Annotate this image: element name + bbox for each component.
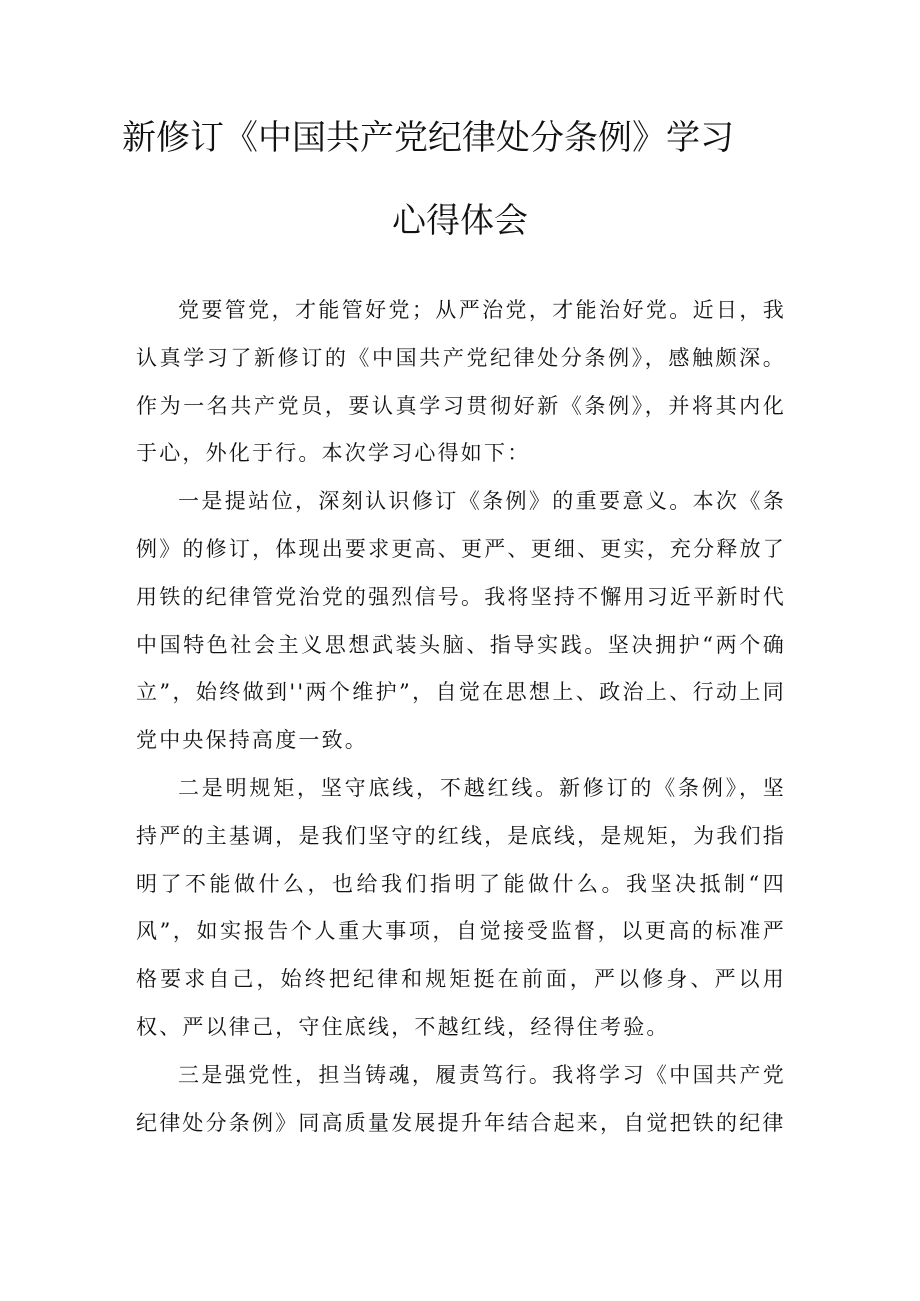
- document-body: [136, 287, 786, 1147]
- document-title-line-2: 心得体会: [392, 201, 528, 241]
- paragraph-point-two: 二是明规矩，坚守底线，不越红线。新修订的《条例》，坚持严的主基调，是我们坚守的红线，是底线，是规矩，为我们指明了不能做什么，也给我们指明了能做什么。我坚决抵制“四风”，如实报告个人重大事项，自觉接受监督，以更高的标准严格要求自己，始终把纪律和规矩挺在前面，严以修身、严以用权、严以律己，守住底线，不越红线，经得住考验。: [136, 775, 786, 1039]
- paragraph-intro: 党要管党，才能管好党；从严治党，才能治好党。近日，我认真学习了新修订的《中国共产党纪律处分条例》，感触颇深。作为一名共产党员，要认真学习贯彻好新《条例》，并将其内化于心，外化于行。本次学习心得如下：: [136, 298, 786, 466]
- paragraph-point-one: 一是提站位，深刻认识修订《条例》的重要意义。本次《条例》的修订，体现出要求更高、更严、更细、更实，充分释放了用铁的纪律管党治党的强烈信号。我将坚持不懈用习近平新时代中国特色社会主义思想武装头脑、指导实践。坚决拥护“两个确立”，始终做到''两个维护”，自觉在思想上、政治上、行动上同党中央保持高度一致。: [136, 489, 786, 753]
- document-title-line-1: 新修订《中国共产党纪律处分条例》学习: [122, 118, 734, 158]
- paragraph-point-three: 三是强党性，担当铸魂，履责笃行。我将学习《中国共产党纪律处分条例》同高质量发展提升年结合起来，自觉把铁的纪律: [136, 1062, 786, 1135]
